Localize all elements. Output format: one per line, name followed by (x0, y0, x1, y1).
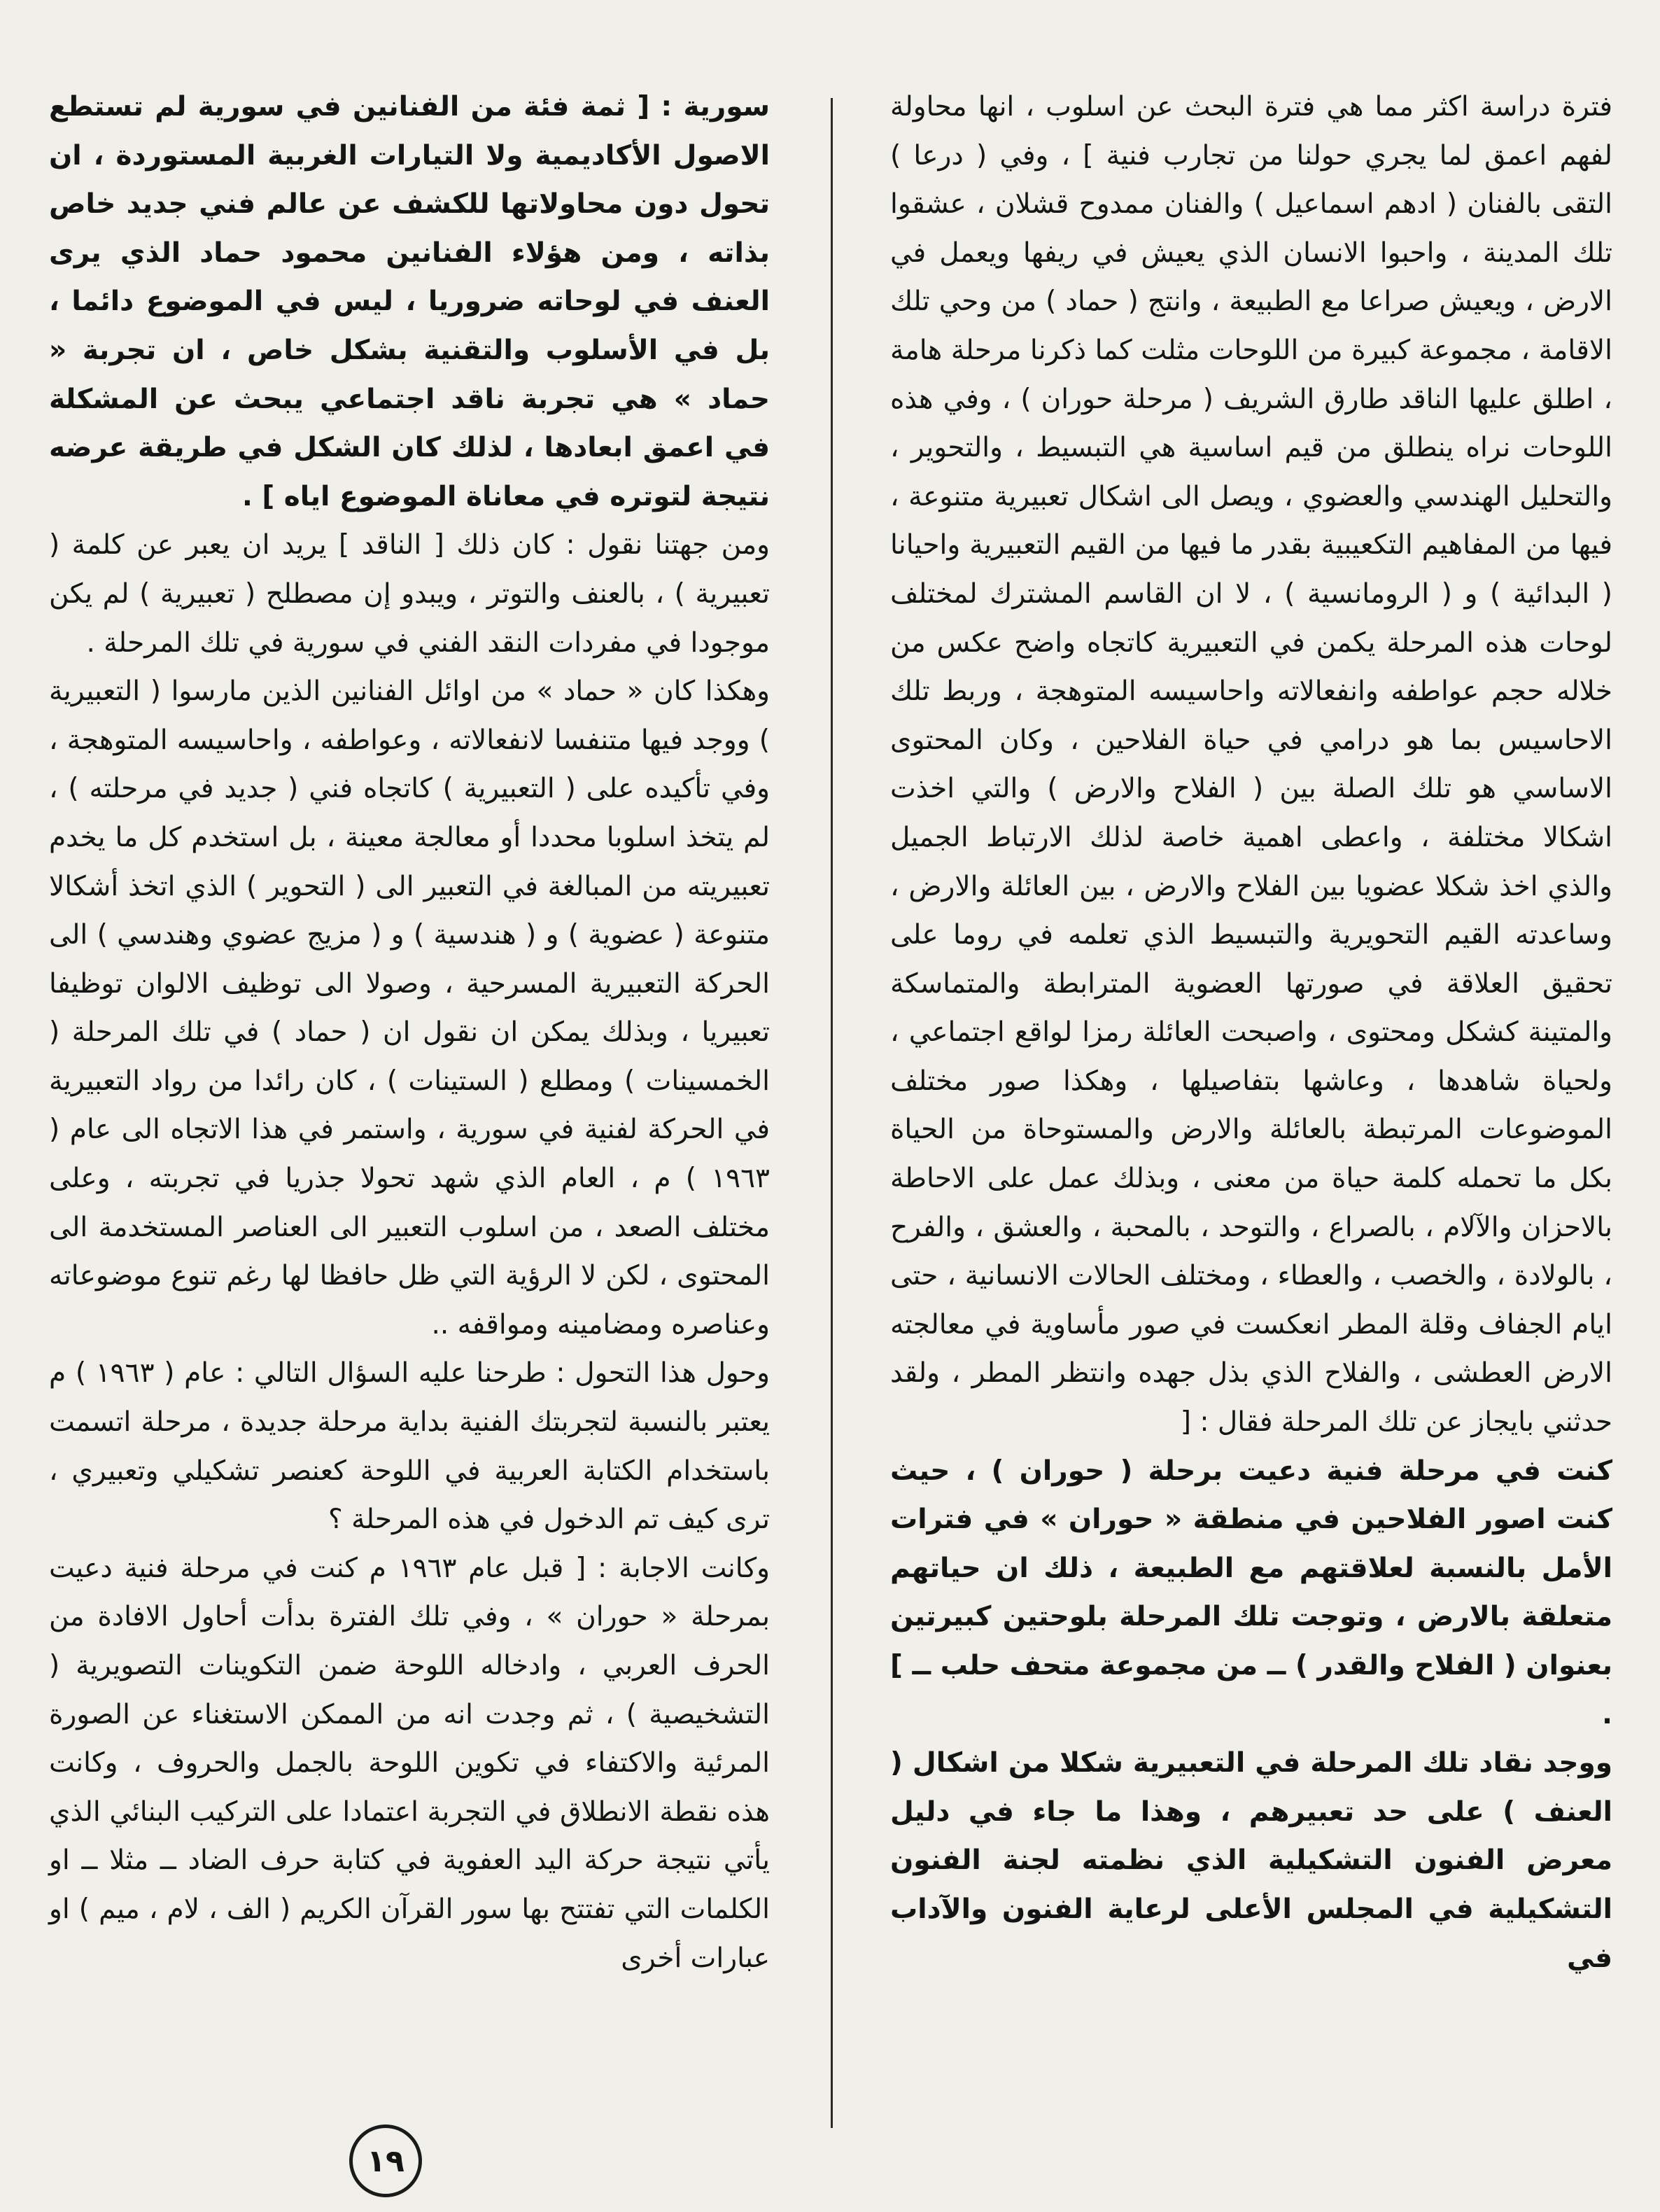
right-paragraph-quote: كنت في مرحلة فنية دعيت برحلة ( حوران ) ، حيث كنت اصور الفلاحين في منطقة « حوران » في فترات الأمل بالنسبة لعلاقتهم مع الطبيعة ، ذلك ان حياتهم متعلقة بالارض ، وتوجت تلك المرحلة بلوحتين كبيرتين بعنوان ( الفلاح والقدر ) ــ من مجموعة متحف حلب ــ ] . (890, 1455, 1612, 1730)
page-number: ١٩ (349, 2124, 422, 2197)
left-paragraph-5: وكانت الاجابة : [ قبل عام ١٩٦٣ م كنت في مرحلة فنية دعيت بمرحلة « حوران » ، وفي تلك الفترة بدأت أحاول الافادة من الحرف العربي ، وادخاله اللوحة ضمن التكوينات التصويرية ( التشخيصية ) ، ثم وجدت انه من الممكن الاستغناء عن الصورة المرئية والاكتفاء في تكوين اللوحة بالجمل والحروف ، وكانت هذه نقطة الانطلاق في التجربة اعتمادا على التركيب البنائي الذي يأتي نتيجة حركة اليد العفوية في كتابة حرف الضاد ــ مثلا ــ او الكلمات التي تفتتح بها سور القرآن الكريم ( الف ، لام ، ميم ) او عبارات أخرى (49, 1552, 771, 1974)
column-divider (831, 98, 833, 2128)
right-paragraph-1: فترة دراسة اكثر مما هي فترة البحث عن اسلوب ، انها محاولة لفهم اعمق لما يجري حولنا من تجارب فنية ] ، وفي ( درعا ) التقى بالفنان ( ادهم اسماعيل ) والفنان ممدوح قشلان ، عشقوا تلك المدينة ، واحبوا الانسان الذي يعيش في ريفها ويعمل في الارض ، ويعيش صراعا مع الطبيعة ، وانتج ( حماد ) من وحي تلك الاقامة ، مجموعة كبيرة من اللوحات مثلت كما ذكرنا مرحلة هامة ، اطلق عليها الناقد طارق الشريف ( مرحلة حوران ) ، وفي هذه اللوحات نراه ينطلق من قيم اساسية هي التبسيط ، والتحوير ، والتحليل الهندسي والعضوي ، ويصل الى اشكال تعبيرية متنوعة ، فيها من المفاهيم التكعيبية بقدر ما فيها من القيم التعبيرية واحيانا ( البدائية ) و ( الرومانسية ) ، لا ان القاسم المشترك لمختلف لوحات هذه المرحلة يكمن في التعبيرية كاتجاه واضح عكس من خلاله حجم عواطفه وانفعالاته واحاسيسه المتوهجة ، وربط تلك الاحاسيس بما هو درامي في حياة الفلاحين ، وكان المحتوى الاساسي هو تلك الصلة بين ( الفلاح والارض ) والتي اخذت اشكالا مختلفة ، واعطى اهمية خاصة لذلك الارتباط الجميل والذي اخذ شكلا عضويا بين الفلاح والارض ، بين العائلة والارض ، وساعدته القيم التحويرية والتبسيط الذي تعلمه في روما على تحقيق العلاقة في صورتها العضوية المترابطة والمتماسكة والمتينة كشكل ومحتوى ، واصبحت العائلة رمزا لواقع اجتماعي ، ولحياة شاهدها ، وعاشها بتفاصيلها ، وهكذا صور مختلف الموضوعات المرتبطة بالعائلة والارض والمستوحاة من الحياة بكل ما تحمله كلمة حياة من معنى ، وبذلك عمل على الاحاطة بالاحزان والآلام ، بالصراع ، والتوحد ، بالمحبة ، والعشق ، والفرح ، بالولادة ، والخصب ، والعطاء ، ومختلف الحالات الانسانية ، حتى ايام الجفاف وقلة المطر انعكست في صور مأساوية في معالجته الارض العطشى ، والفلاح الذي بذل جهده وانتظر المطر ، ولقد حدثني بايجاز عن تلك المرحلة فقال : [ (890, 91, 1612, 1438)
right-paragraph-3: ووجد نقاد تلك المرحلة في التعبيرية شكلا من اشكال ( العنف ) على حد تعبيرهم ، وهذا ما جاء في دليل معرض الفنون التشكيلية الذي نظمته لجنة الفنون التشكيلية في المجلس الأعلى لرعاية الفنون والآداب في (890, 1747, 1612, 1974)
right-column (890, 83, 1612, 1982)
left-paragraph-2: ومن جهتنا نقول : كان ذلك [ الناقد ] يريد ان يعبر عن كلمة ( تعبيرية ) ، بالعنف والتوتر ، ويبدو إن مصطلح ( تعبيرية ) لم يكن موجودا في مفردات النقد الفني في سورية في تلك المرحلة . (49, 529, 770, 659)
left-paragraph-4: وحول هذا التحول : طرحنا عليه السؤال التالي : عام ( ١٩٦٣ ) م يعتبر بالنسبة لتجربتك الفنية بداية مرحلة جديدة ، مرحلة اتسمت باستخدام الكتابة العربية في اللوحة كعنصر تشكيلي وتعبيري ، ترى كيف تم الدخول في هذه المرحلة ؟ (49, 1357, 771, 1536)
left-paragraph-quote: سورية : [ ثمة فئة من الفنانين في سورية لم تستطع الاصول الأكاديمية ولا التيارات الغربية المستوردة ، ان تحول دون محاولاتها للكشف عن عالم فني جديد خاص بذاته ، ومن هؤلاء الفنانين محمود حماد الذي يرى العنف في لوحاته ضروريا ، ليس في الموضوع دائما ، بل في الأسلوب والتقنية بشكل خاص ، ان تجربة « حماد » هي تجربة ناقد اجتماعي يبحث عن المشكلة في اعمق ابعادها ، لذلك كان الشكل في طريقة عرضه نتيجة لتوتره في معاناة الموضوع اياه ] . (49, 91, 770, 512)
left-column (49, 83, 770, 1982)
left-paragraph-3: وهكذا كان « حماد » من اوائل الفنانين الذين مارسوا ( التعبيرية ) ووجد فيها متنفسا لانفعالاته ، وعواطفه ، واحاسيسه المتوهجة ، وفي تأكيده على ( التعبيرية ) كاتجاه فني ( جديد في مرحلته ) ، لم يتخذ اسلوبا محددا أو معالجة معينة ، بل استخدم كل ما يخدم تعبيريته من المبالغة في التعبير الى ( التحوير ) الذي اتخذ أشكالا متنوعة ( عضوية ) و ( هندسية ) و ( مزيج عضوي وهندسي ) الى الحركة التعبيرية المسرحية ، وصولا الى توظيف الالوان توظيفا تعبيريا ، وبذلك يمكن ان نقول ان ( حماد ) في تلك المرحلة ( الخمسينات ) ومطلع ( الستينات ) ، كان رائدا من رواد التعبيرية في الحركة لفنية في سورية ، واستمر في هذا الاتجاه الى عام ( ١٩٦٣ ) م ، العام الذي شهد تحولا جذريا في تجربته ، وعلى مختلف الصعد ، من اسلوب التعبير الى العناصر المستخدمة الى المحتوى ، لكن لا الرؤية التي ظل حافظا لها رغم تنوع موضوعاته وعناصره ومضامينه ومواقفه .. (49, 676, 770, 1340)
